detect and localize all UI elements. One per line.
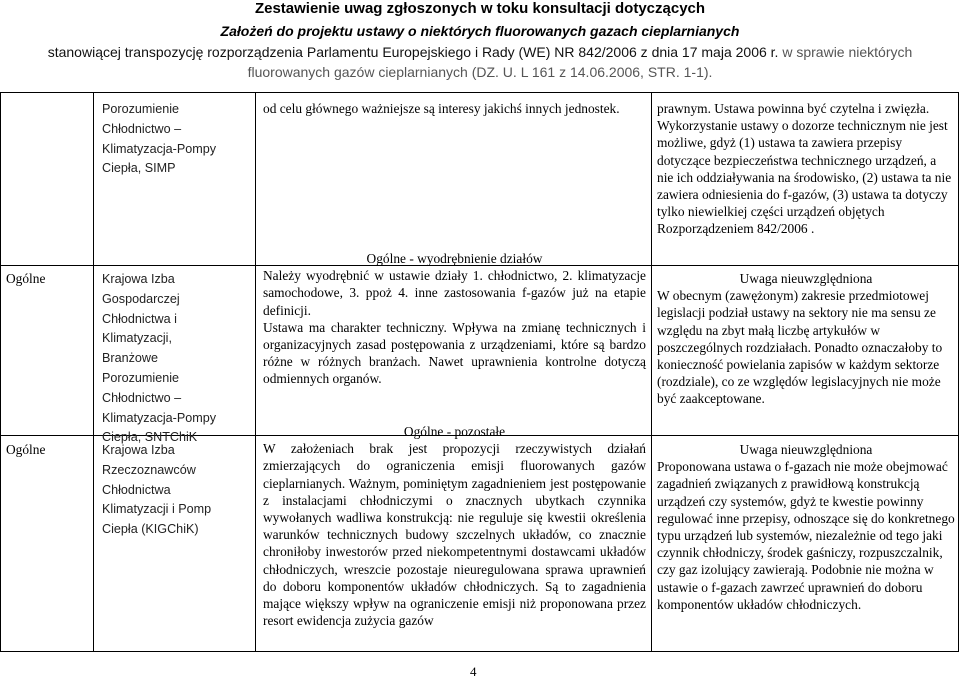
table-row-2-category: Ogólne xyxy=(6,271,46,286)
section-heading: Ogólne - pozostałe xyxy=(403,424,506,439)
table-row-1-comment: od celu głównego ważniejsze są interesy jakichś innych jednostek. xyxy=(263,101,620,116)
response-status: Uwaga nieuwzględniona xyxy=(739,271,873,286)
column-divider xyxy=(255,92,256,652)
subtitle-line2-tail: w sprawie niektórych xyxy=(778,44,913,60)
table-border-right xyxy=(958,92,959,652)
table-row-3-category: Ogólne xyxy=(6,442,46,457)
table-row-3-response xyxy=(657,441,955,613)
table-row-3-organization: Krajowa Izba Rzeczoznawców Chłodnictwa Klimatyzacji i Pomp Ciepła (KIGChiK) xyxy=(102,443,212,537)
table-row-1-response: prawnym. Ustawa powinna być czytelna i zwięzła. Wykorzystanie ustawy o dozorze technicznym nie jest możliwe, gdyż (1) ustawa ta zawiera przepisy dotyczące bezpieczeństwa technicznego urządzeń, a nie ich oddziaływania na środowisko, (2) ustawa ta nie zawiera odniesienia do f-gazów, (3) ustawa ta dotyczy tylko niewielkiej części urządzeń objętych Rozporządzeniem 842/2006 . xyxy=(657,101,952,237)
column-divider xyxy=(651,92,652,652)
table-border-bottom xyxy=(0,651,959,652)
comments-table xyxy=(0,92,959,652)
subtitle-line3: fluorowanych gazów cieplarnianych (DZ. U. L 161 z 14.06.2006, STR. 1-1). xyxy=(247,64,713,80)
subtitle-line2: stanowiącej transpozycję rozporządzenia Parlamentu Europejskiego i Rady (WE) NR 842/2006 z dnia 17 maja 2006 r. xyxy=(47,44,779,60)
page-number: 4 xyxy=(470,664,477,679)
table-row-2-comment xyxy=(263,250,646,388)
section-heading: Ogólne - wyodrębnienie działów xyxy=(366,251,543,266)
table-border-left xyxy=(0,92,1,652)
comment-text: W założeniach brak jest propozycji rzeczywistych działań zmierzających do ograniczenia emisji fluorowanych gazów cieplarnianych. Ważnym, pominiętym zagadnieniem jest postępowanie z instalacjami chłodniczymi o znacznych ubytkach czynnika wywołanych wadliwa konstrukcją: nie reguluje się kwestii określenia warunków technicznych budowy szczelnych układów, co znacznie chroniłoby inwestorów przed niekompetentnymi dostawcami układów chłodniczych, wreszcie pozostaje nieuregulowana sprawa uprawnień do doboru komponentów układów chłodniczych. Są to zagadnienia mające większy wpływ na ograniczenie emisji niż proponowana przez resort ewidencja zużycia gazów xyxy=(263,441,646,629)
response-status: Uwaga nieuwzględniona xyxy=(739,442,873,457)
comment-text: Należy wyodrębnić w ustawie działy 1. chłodnictwo, 2. klimatyzacje samochodowe, 3. ppoż 4. inne zastosowania f-gazów już na etapie definicji. xyxy=(263,268,646,318)
document-subtitle-details xyxy=(0,42,960,82)
document-subtitle: Założeń do projektu ustawy o niektórych fluorowanych gazach cieplarnianych xyxy=(220,23,740,39)
table-row-3-comment xyxy=(263,423,646,629)
response-text: Proponowana ustawa o f-gazach nie może obejmować zagadnień związanych z prawidłową konstrukcją urządzeń czy systemów, gdyż te kwestie powinny regulować inne przepisy, odnoszące się do konkretnego typu urządzeń lub systemów, niezależnie od tego jaki czynnik chłodniczy, środek gaśniczy, rozpuszczalnik, czy gaz izolujący zawierają. Podobnie nie można w ustawie o f-gazach zawrzeć uprawnień do doboru komponentów układów chłodniczych. xyxy=(657,459,955,612)
column-divider xyxy=(93,92,94,652)
response-text: W obecnym (zawężonym) zakresie przedmiotowej legislacji podział ustawy na sektory nie ma sensu ze względu na zbyt małą liczbę artykułów w poszczególnych rozdziałach. Ponadto oznaczałoby to konieczność powielania zapisów w każdym sektorze (rozdziale), co ze względów legislacyjnych nie może być zaakceptowane. xyxy=(657,288,943,407)
table-row-2-response xyxy=(657,270,955,408)
table-row-2-organization: Krajowa Izba Gospodarczej Chłodnictwa i Klimatyzacji, Branżowe Porozumienie Chłodnictwo – Klimatyzacja-Pompy Ciepła, SNTChiK xyxy=(102,272,217,445)
table-row-1-organization: Porozumienie Chłodnictwo – Klimatyzacja-Pompy Ciepła, SIMP xyxy=(102,102,217,176)
table-border-top xyxy=(0,92,959,93)
document-title: Zestawienie uwag zgłoszonych w toku konsultacji dotyczących xyxy=(254,0,706,17)
comment-text-2: Ustawa ma charakter techniczny. Wpływa na zmianę technicznych i organizacyjnych zasad postępowania z urządzeniami, które są bardzo różne w różnych branżach. Nawet uprawnienia kontrolne dotyczą odmiennych organów. xyxy=(263,319,646,387)
